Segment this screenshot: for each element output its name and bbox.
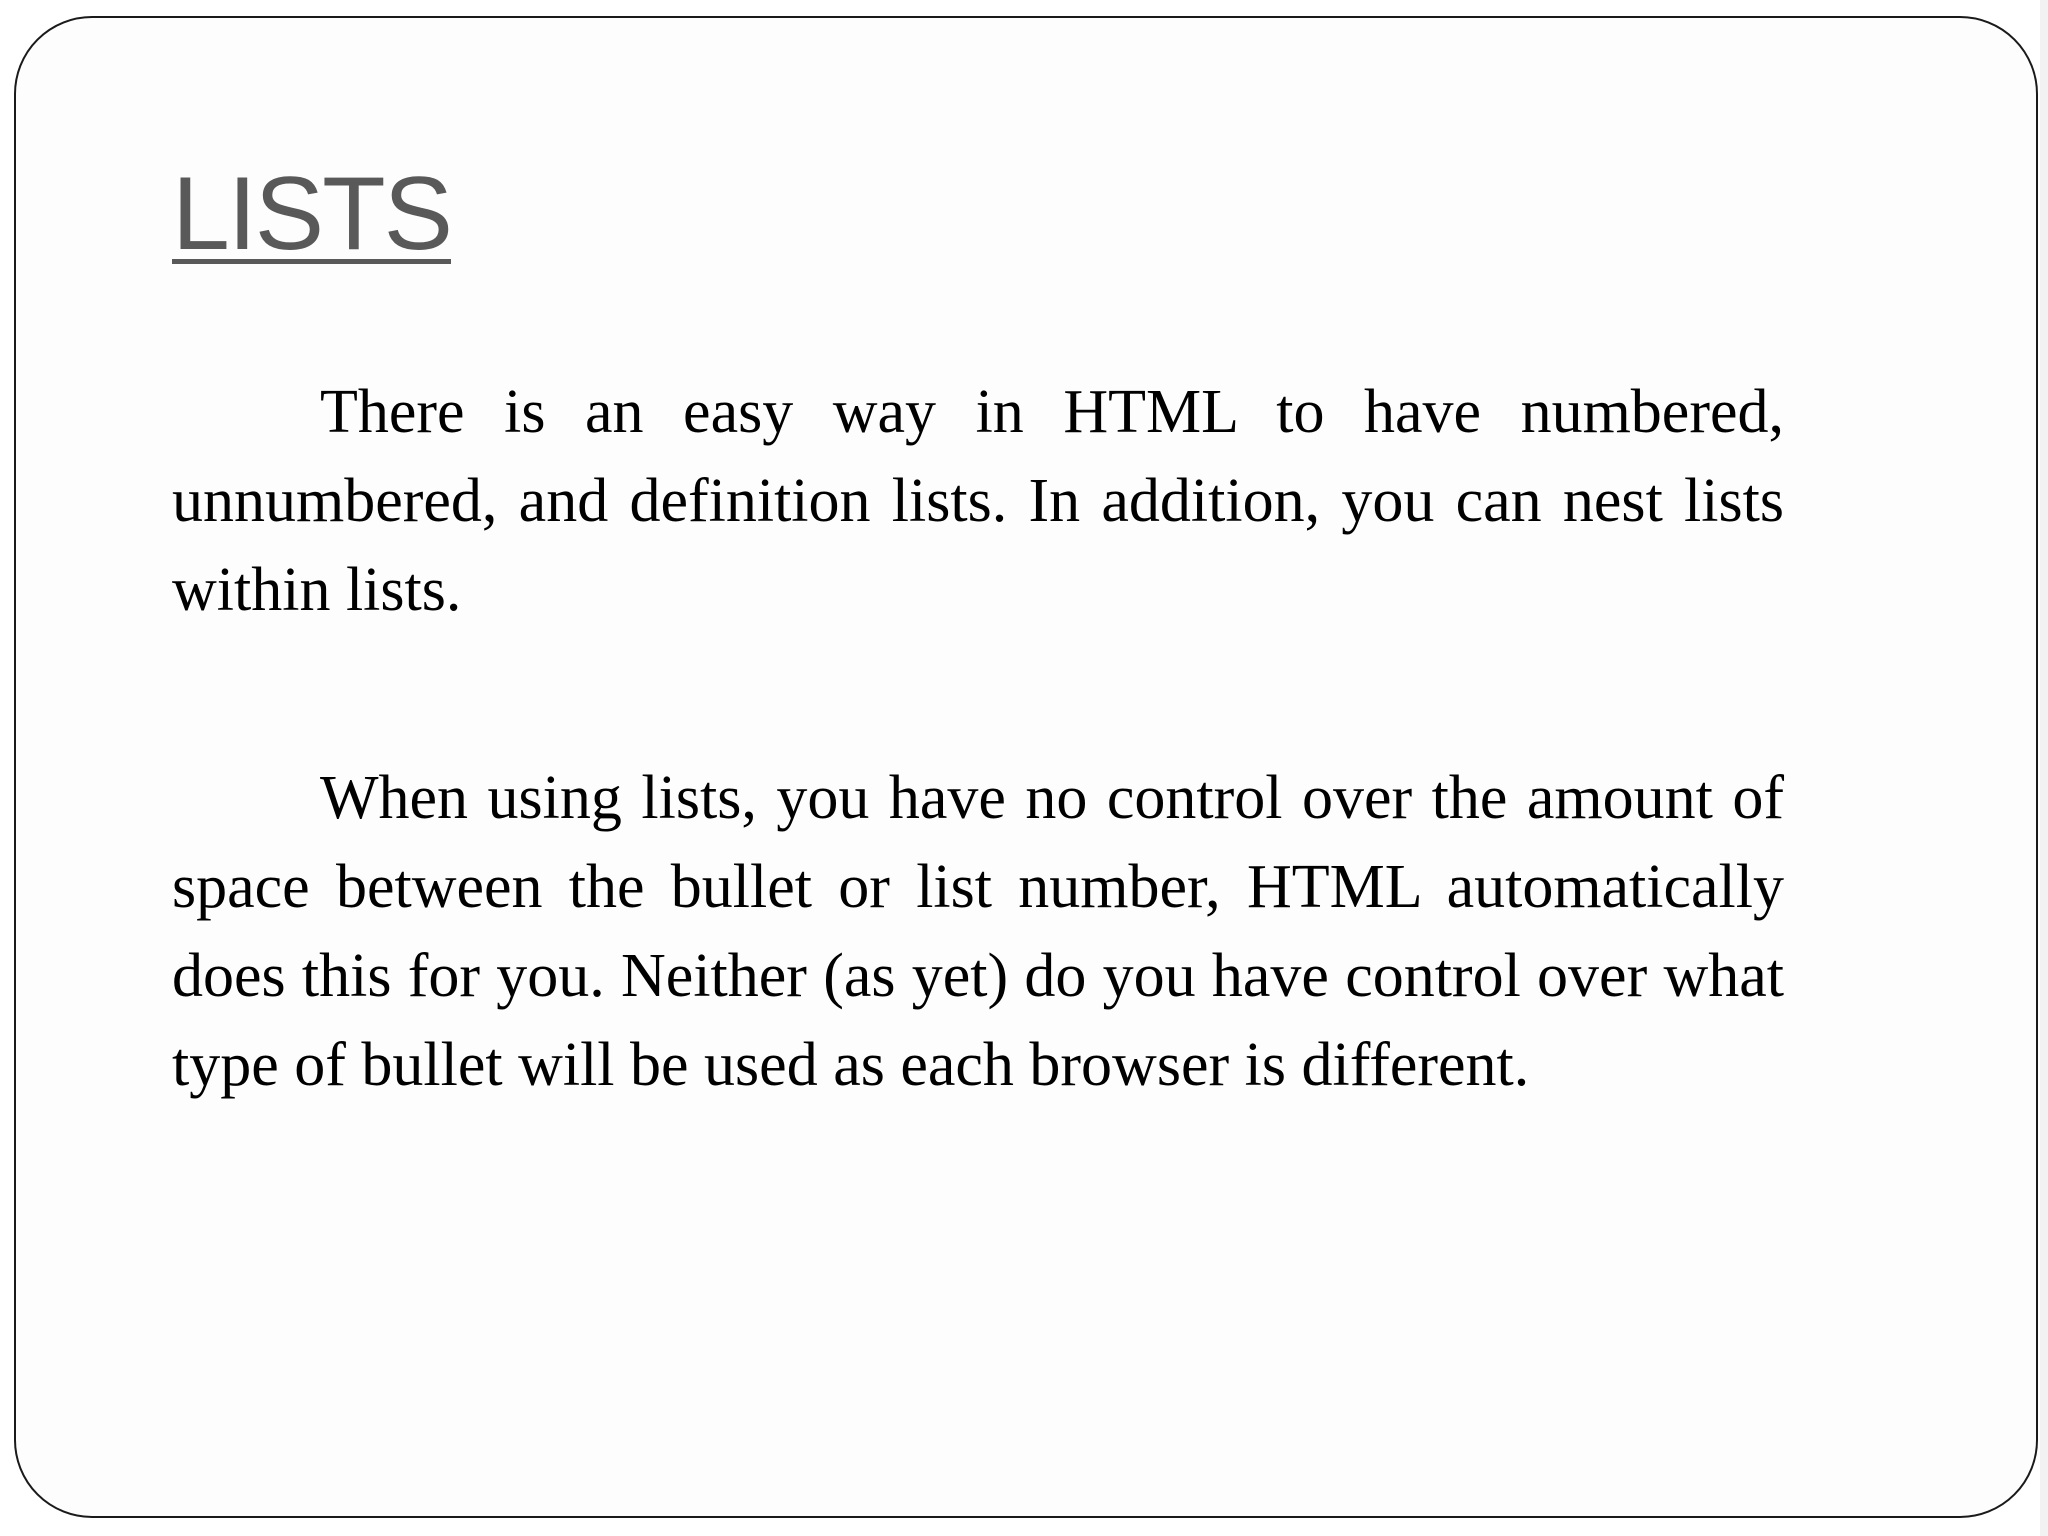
slide-title: LISTS bbox=[172, 156, 451, 272]
body-paragraph-intro: There is an easy way in HTML to have numbered, unnumbered, and definition lists. In addition, you can nest lists within lists. bbox=[172, 378, 1784, 624]
body-paragraph-control: When using lists, you have no control over the amount of space between the bullet or list number, HTML automatically does this for you. Neither (as yet) do you have control over what type of bullet will be used as each browser is different. bbox=[172, 764, 1784, 1099]
slide-edge-accent bbox=[2040, 0, 2048, 1536]
